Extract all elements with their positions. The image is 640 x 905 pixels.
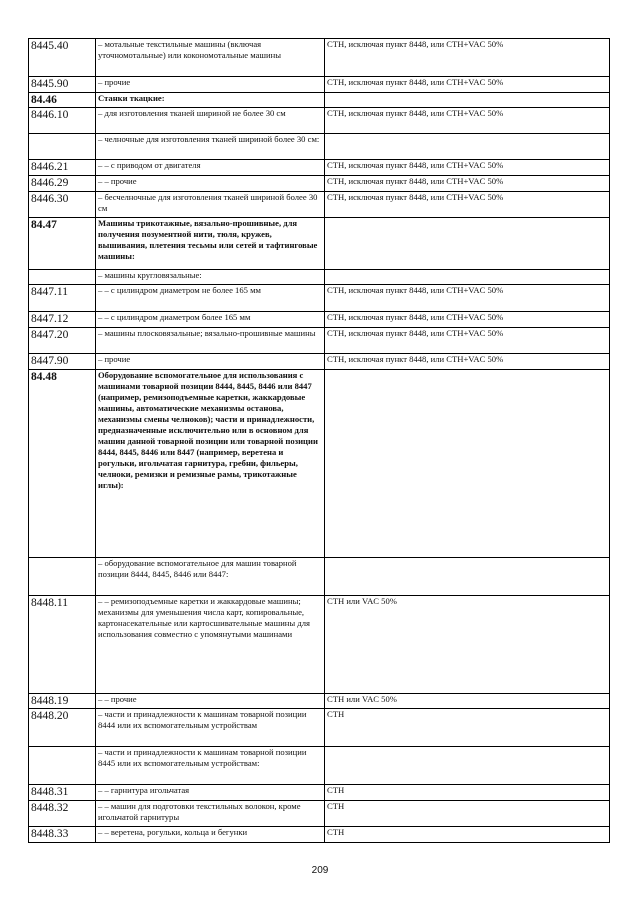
origin-rule <box>325 134 610 160</box>
hs-code: 8447.12 <box>29 311 96 327</box>
hs-code: 8445.90 <box>29 77 96 93</box>
origin-rule: СТН <box>325 827 610 843</box>
goods-description: – для изготовления тканей шириной не более 30 см <box>96 108 325 134</box>
page-number: 209 <box>311 865 329 876</box>
goods-description: – – с цилиндром диаметром более 165 мм <box>96 311 325 327</box>
origin-rule: СТН, исключая пункт 8448, или СТН+VAC 50% <box>325 39 610 77</box>
hs-code: 8446.29 <box>29 176 96 192</box>
table-row <box>29 39 610 77</box>
goods-description: – машины кругловязальные: <box>96 269 325 284</box>
hs-code: 8448.11 <box>29 595 96 693</box>
origin-rule: СТН, исключая пункт 8448, или СТН+VAC 50% <box>325 176 610 192</box>
table-row <box>29 801 610 827</box>
table-row <box>29 595 610 693</box>
table-row <box>29 785 610 801</box>
rules-table <box>28 38 610 843</box>
origin-rule: СТН, исключая пункт 8448, или СТН+VAC 50% <box>325 160 610 176</box>
hs-code: 8446.21 <box>29 160 96 176</box>
heading-description: Оборудование вспомогательное для использования с машинами товарной позиции 8444, 8445, 8446 или 8447 (например, ремизоподъемные каретки, жаккардовые машины, автоматические механизмы останова, механизмы смены челноков); части и принадлежности, предназначенные исключительно или в основном для машин данной товарной позиции или товарной позиции 8444, 8445, 8446 или 8447 (например, веретена и рогульки, игольчатая гарнитура, гребни, фильеры, челноки, ремизки и ремизные рамы, трикотажные иглы): <box>96 369 325 557</box>
goods-description: – – прочие <box>96 693 325 709</box>
origin-rule <box>325 557 610 595</box>
heading-description: Машины трикотажные, вязально-прошивные, для получения позументной нити, тюля, кружев, вышивания, плетения тесьмы или сетей и тафтинговые машины: <box>96 217 325 269</box>
goods-description: – – гарнитура игольчатая <box>96 785 325 801</box>
table-row <box>29 709 610 747</box>
goods-description: – – машин для подготовки текстильных волокон, кроме игольчатой гарнитуры <box>96 801 325 827</box>
goods-description: – части и принадлежности к машинам товарной позиции 8444 или их вспомогательным устройствам <box>96 709 325 747</box>
goods-description: – части и принадлежности к машинам товарной позиции 8445 или их вспомогательным устройствам: <box>96 747 325 785</box>
goods-description: – челночные для изготовления тканей шириной более 30 см: <box>96 134 325 160</box>
origin-rule <box>325 269 610 284</box>
origin-rule: СТН, исключая пункт 8448, или СТН+VAC 50% <box>325 108 610 134</box>
table-row <box>29 217 610 269</box>
hs-code: 8446.10 <box>29 108 96 134</box>
table-row <box>29 191 610 217</box>
goods-description: – – с цилиндром диаметром не более 165 мм <box>96 284 325 311</box>
goods-description: – – ремизоподъемные каретки и жаккардовые машины; механизмы для уменьшения числа карт, копировальные, картонасекательные или картосшивательные машины для использования совместно с упомянутыми машинами <box>96 595 325 693</box>
hs-code <box>29 557 96 595</box>
origin-rule <box>325 217 610 269</box>
hs-heading-code: 84.47 <box>29 217 96 269</box>
hs-code: 8446.30 <box>29 191 96 217</box>
goods-description: – – веретена, рогульки, кольца и бегунки <box>96 827 325 843</box>
goods-description: – бесчелночные для изготовления тканей шириной более 30 см <box>96 191 325 217</box>
hs-heading-code: 84.48 <box>29 369 96 557</box>
hs-code <box>29 269 96 284</box>
hs-code: 8448.32 <box>29 801 96 827</box>
goods-description: – машины плосковязальные; вязально-прошивные машины <box>96 327 325 353</box>
hs-code: 8448.20 <box>29 709 96 747</box>
origin-rule: СТН или VAC 50% <box>325 595 610 693</box>
table-row <box>29 269 610 284</box>
origin-rule <box>325 92 610 108</box>
origin-rule: СТН <box>325 709 610 747</box>
hs-code <box>29 747 96 785</box>
hs-code: 8448.31 <box>29 785 96 801</box>
goods-description: – – прочие <box>96 176 325 192</box>
origin-rule: СТН, исключая пункт 8448, или СТН+VAC 50% <box>325 284 610 311</box>
heading-description: Станки ткацкие: <box>96 92 325 108</box>
table-row <box>29 353 610 369</box>
goods-description: – мотальные текстильные машины (включая уточномотальные) или кокономотальные машины <box>96 39 325 77</box>
hs-code: 8447.90 <box>29 353 96 369</box>
table-row <box>29 327 610 353</box>
table-row <box>29 92 610 108</box>
hs-code: 8448.33 <box>29 827 96 843</box>
goods-description: – оборудование вспомогательное для машин товарной позиции 8444, 8445, 8446 или 8447: <box>96 557 325 595</box>
table-row <box>29 693 610 709</box>
origin-rule: СТН, исключая пункт 8448, или СТН+VAC 50% <box>325 353 610 369</box>
hs-code <box>29 134 96 160</box>
table-row <box>29 77 610 93</box>
table-row <box>29 557 610 595</box>
origin-rule: СТН, исключая пункт 8448, или СТН+VAC 50% <box>325 327 610 353</box>
goods-description: – прочие <box>96 77 325 93</box>
table-row <box>29 176 610 192</box>
hs-code: 8445.40 <box>29 39 96 77</box>
origin-rule <box>325 747 610 785</box>
origin-rule: СТН, исключая пункт 8448, или СТН+VAC 50% <box>325 311 610 327</box>
table-row <box>29 747 610 785</box>
table-row <box>29 311 610 327</box>
hs-code: 8447.20 <box>29 327 96 353</box>
table-row <box>29 160 610 176</box>
origin-rule: СТН, исключая пункт 8448, или СТН+VAC 50% <box>325 191 610 217</box>
goods-description: – прочие <box>96 353 325 369</box>
origin-rule: СТН или VAC 50% <box>325 693 610 709</box>
table-row <box>29 284 610 311</box>
hs-code: 8448.19 <box>29 693 96 709</box>
origin-rule <box>325 369 610 557</box>
hs-code: 8447.11 <box>29 284 96 311</box>
table-row <box>29 369 610 557</box>
table-row <box>29 108 610 134</box>
origin-rule: СТН <box>325 785 610 801</box>
table-row <box>29 827 610 843</box>
table-row <box>29 134 610 160</box>
origin-rule: СТН, исключая пункт 8448, или СТН+VAC 50% <box>325 77 610 93</box>
hs-heading-code: 84.46 <box>29 92 96 108</box>
origin-rule: СТН <box>325 801 610 827</box>
goods-description: – – с приводом от двигателя <box>96 160 325 176</box>
